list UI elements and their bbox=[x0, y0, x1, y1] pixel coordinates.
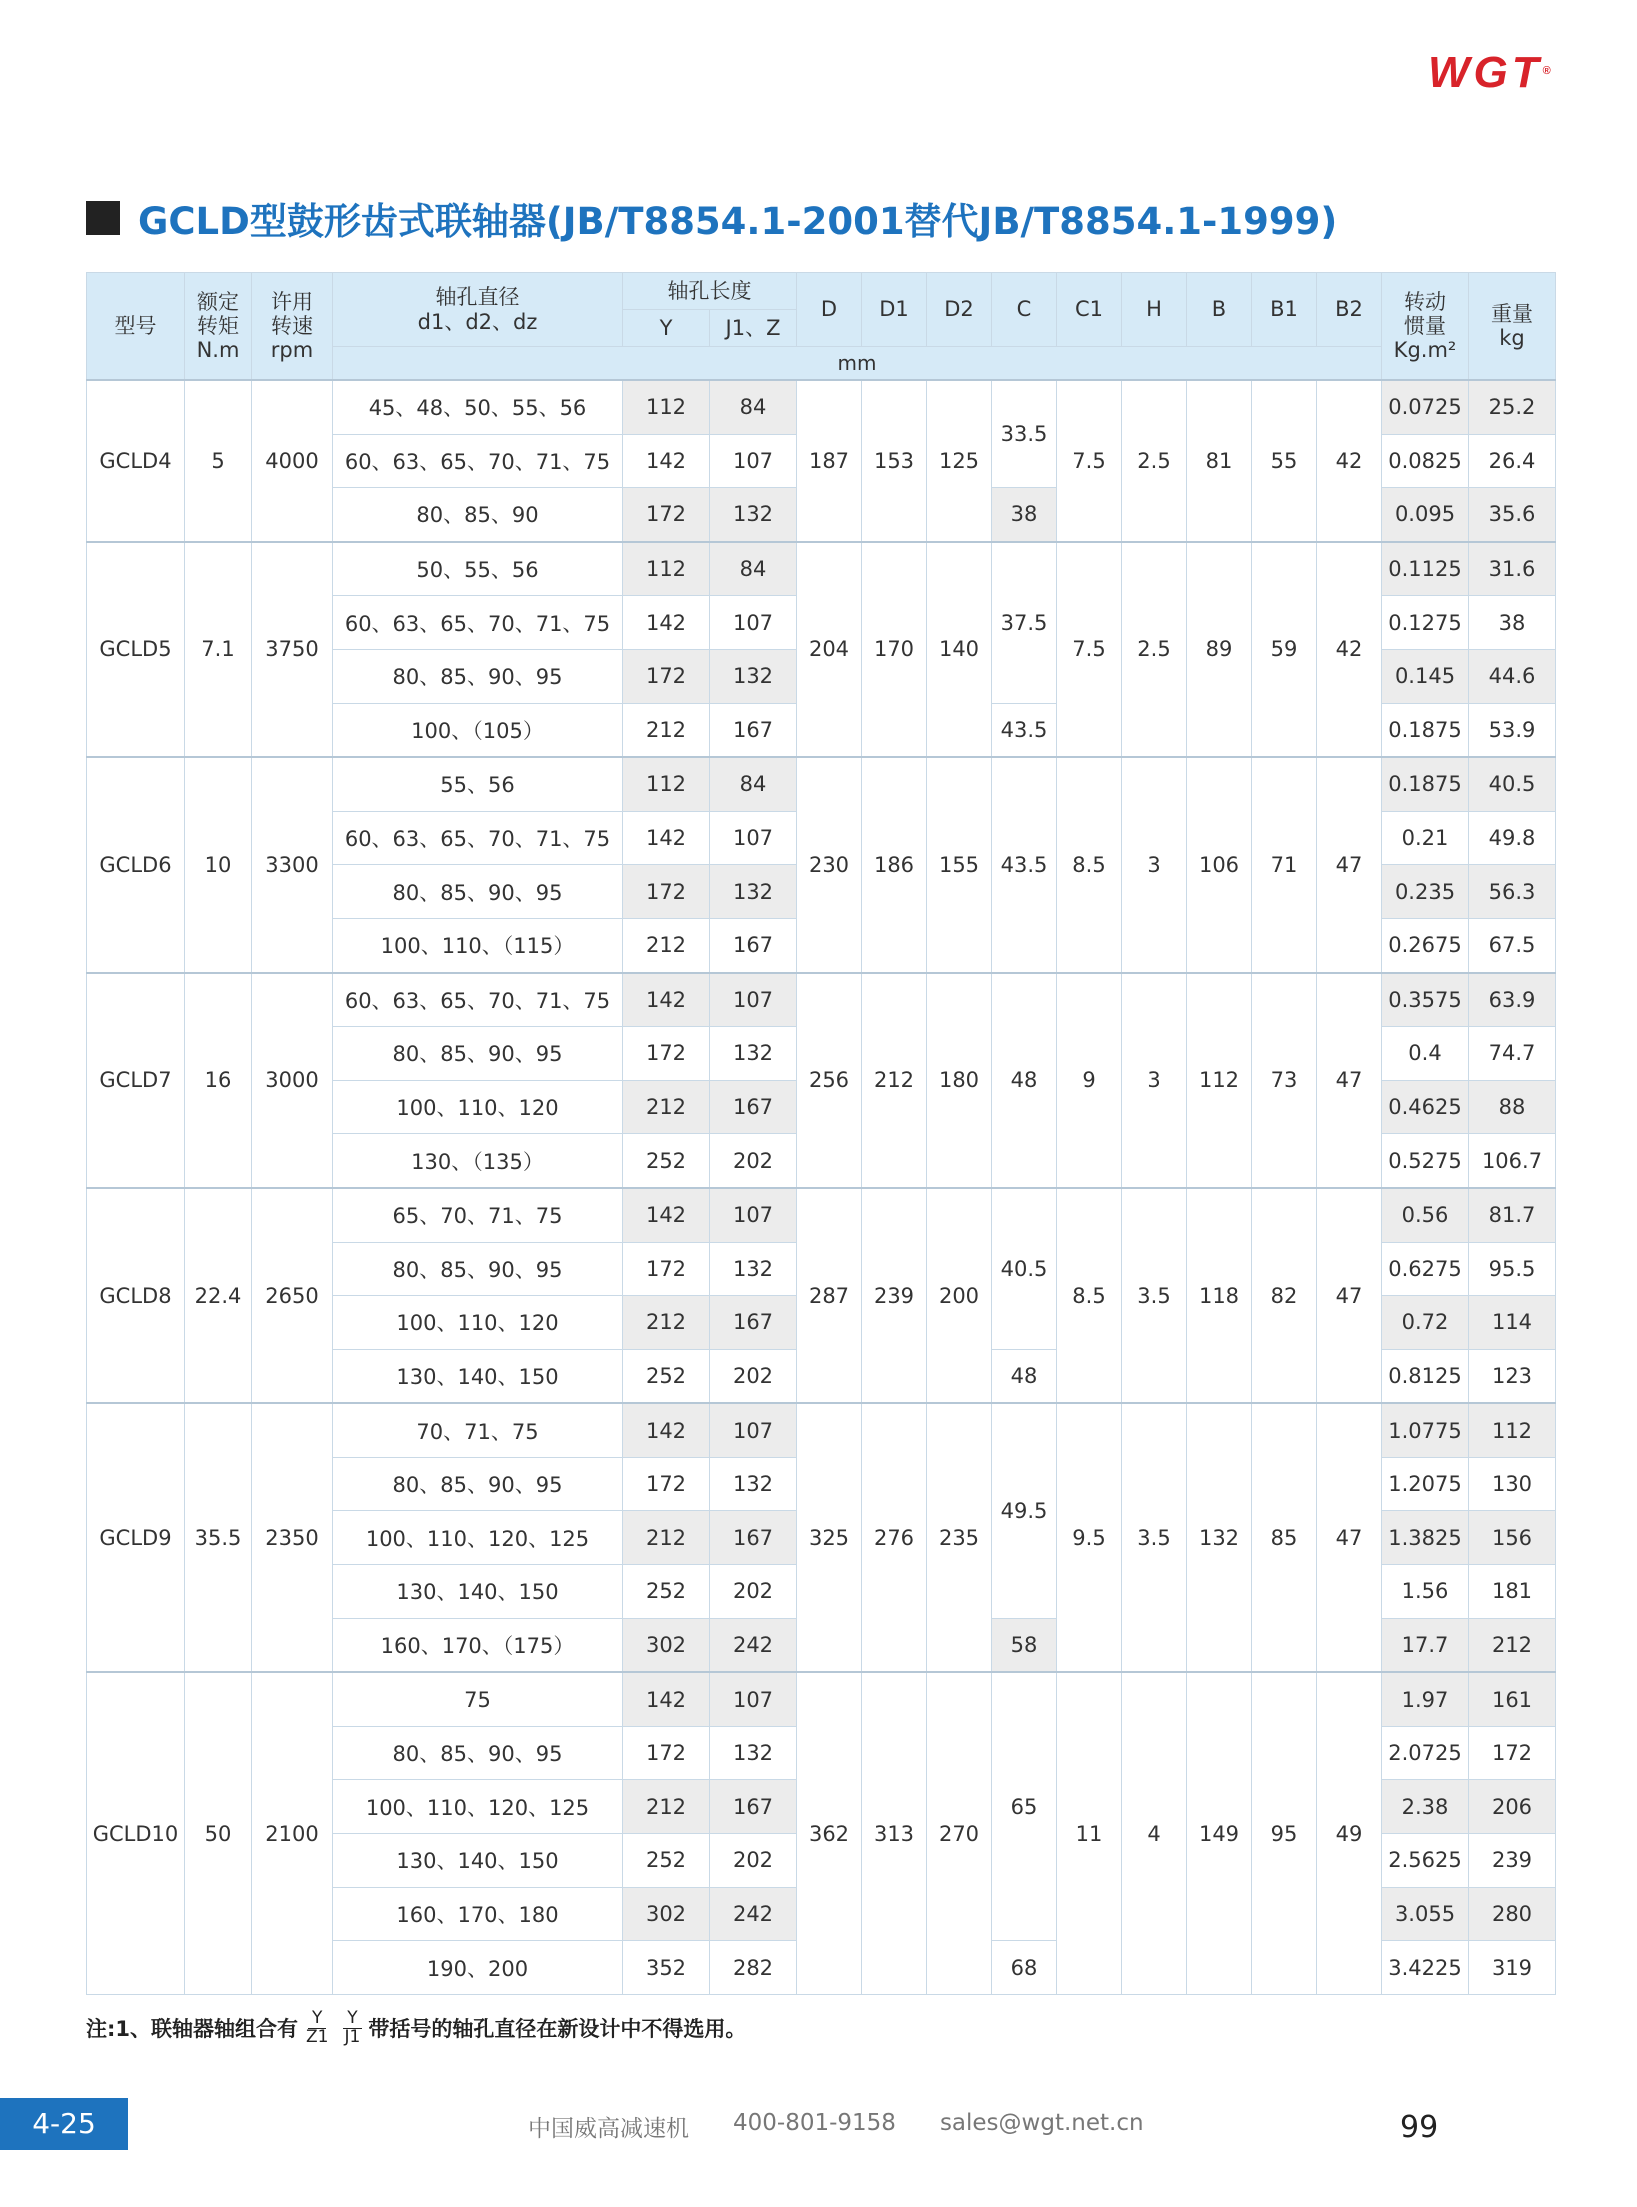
cell-c1: 8.5 bbox=[1057, 757, 1122, 972]
header-unit-mm: mm bbox=[333, 347, 1382, 381]
cell-bore: 80、85、90、95 bbox=[333, 1242, 623, 1296]
cell-inertia: 0.0825 bbox=[1382, 434, 1469, 488]
cell-c1: 7.5 bbox=[1057, 542, 1122, 757]
table-row bbox=[87, 1672, 1556, 1726]
cell-torque: 50 bbox=[185, 1672, 252, 1994]
header-bore-diameter: 轴孔直径 d1、d2、dz bbox=[333, 273, 623, 347]
cell-d: 187 bbox=[797, 380, 862, 542]
cell-j1z: 167 bbox=[710, 703, 797, 757]
cell-h: 3 bbox=[1122, 973, 1187, 1188]
cell-j1z: 107 bbox=[710, 811, 797, 865]
cell-d1: 212 bbox=[862, 973, 927, 1188]
spec-table-body bbox=[87, 380, 1556, 1994]
section-title bbox=[86, 196, 1338, 243]
cell-b1: 82 bbox=[1252, 1188, 1317, 1403]
cell-bore: 65、70、71、75 bbox=[333, 1188, 623, 1242]
cell-y: 142 bbox=[623, 1403, 710, 1457]
cell-j1z: 132 bbox=[710, 488, 797, 542]
cell-y: 112 bbox=[623, 757, 710, 811]
cell-inertia: 1.3825 bbox=[1382, 1511, 1469, 1565]
cell-weight: 53.9 bbox=[1469, 703, 1556, 757]
cell-y: 302 bbox=[623, 1618, 710, 1672]
cell-inertia: 0.72 bbox=[1382, 1296, 1469, 1350]
cell-speed: 2650 bbox=[252, 1188, 333, 1403]
cell-bore: 80、85、90、95 bbox=[333, 1457, 623, 1511]
cell-d2: 125 bbox=[927, 380, 992, 542]
table-row bbox=[87, 973, 1556, 1027]
cell-bore: 80、85、90、95 bbox=[333, 1726, 623, 1780]
cell-speed: 2100 bbox=[252, 1672, 333, 1994]
cell-model: GCLD5 bbox=[87, 542, 185, 757]
cell-c: 65 bbox=[992, 1672, 1057, 1940]
cell-bore: 60、63、65、70、71、75 bbox=[333, 434, 623, 488]
cell-c: 48 bbox=[992, 1349, 1057, 1403]
cell-inertia: 2.38 bbox=[1382, 1780, 1469, 1834]
footer-company: 中国威高减速机 bbox=[528, 2116, 689, 2142]
cell-bore: 130、140、150 bbox=[333, 1565, 623, 1619]
cell-weight: 123 bbox=[1469, 1349, 1556, 1403]
cell-model: GCLD9 bbox=[87, 1403, 185, 1672]
cell-inertia: 0.1275 bbox=[1382, 596, 1469, 650]
cell-y: 142 bbox=[623, 1188, 710, 1242]
cell-d2: 155 bbox=[927, 757, 992, 972]
cell-c: 38 bbox=[992, 488, 1057, 542]
cell-bore: 160、170、（175） bbox=[333, 1618, 623, 1672]
cell-weight: 172 bbox=[1469, 1726, 1556, 1780]
header-b2: B2 bbox=[1317, 273, 1382, 347]
cell-h: 3.5 bbox=[1122, 1403, 1187, 1672]
cell-h: 3 bbox=[1122, 757, 1187, 972]
cell-y: 212 bbox=[623, 703, 710, 757]
cell-weight: 40.5 bbox=[1469, 757, 1556, 811]
cell-d1: 276 bbox=[862, 1403, 927, 1672]
cell-inertia: 0.095 bbox=[1382, 488, 1469, 542]
header-speed: 许用 转速 rpm bbox=[252, 273, 333, 381]
cell-c: 49.5 bbox=[992, 1403, 1057, 1618]
cell-j1z: 84 bbox=[710, 380, 797, 434]
cell-speed: 3300 bbox=[252, 757, 333, 972]
cell-d: 256 bbox=[797, 973, 862, 1188]
cell-weight: 112 bbox=[1469, 1403, 1556, 1457]
cell-y: 212 bbox=[623, 1780, 710, 1834]
cell-d: 362 bbox=[797, 1672, 862, 1994]
cell-d: 204 bbox=[797, 542, 862, 757]
fraction-y-j1: $\frac{Y}{J1}$ bbox=[344, 2008, 361, 2047]
cell-y: 142 bbox=[623, 1672, 710, 1726]
header-c1: C1 bbox=[1057, 273, 1122, 347]
cell-j1z: 132 bbox=[710, 1457, 797, 1511]
cell-j1z: 107 bbox=[710, 1403, 797, 1457]
cell-c1: 9 bbox=[1057, 973, 1122, 1188]
cell-weight: 206 bbox=[1469, 1780, 1556, 1834]
cell-bore: 130、140、150 bbox=[333, 1349, 623, 1403]
cell-y: 172 bbox=[623, 649, 710, 703]
cell-j1z: 84 bbox=[710, 757, 797, 811]
cell-c: 43.5 bbox=[992, 757, 1057, 972]
header-b: B bbox=[1187, 273, 1252, 347]
cell-j1z: 84 bbox=[710, 542, 797, 596]
cell-j1z: 167 bbox=[710, 1511, 797, 1565]
cell-j1z: 167 bbox=[710, 1296, 797, 1350]
cell-j1z: 202 bbox=[710, 1349, 797, 1403]
cell-c: 48 bbox=[992, 973, 1057, 1188]
cell-bore: 60、63、65、70、71、75 bbox=[333, 973, 623, 1027]
cell-y: 252 bbox=[623, 1834, 710, 1888]
cell-inertia: 0.2675 bbox=[1382, 918, 1469, 972]
cell-y: 112 bbox=[623, 380, 710, 434]
cell-speed: 3750 bbox=[252, 542, 333, 757]
cell-bore: 50、55、56 bbox=[333, 542, 623, 596]
cell-inertia: 0.1875 bbox=[1382, 703, 1469, 757]
cell-b: 106 bbox=[1187, 757, 1252, 972]
cell-b: 149 bbox=[1187, 1672, 1252, 1994]
footer-phone: 400-801-9158 bbox=[733, 2110, 896, 2136]
cell-bore: 100、110、120 bbox=[333, 1296, 623, 1350]
cell-torque: 5 bbox=[185, 380, 252, 542]
cell-speed: 2350 bbox=[252, 1403, 333, 1672]
header-h: H bbox=[1122, 273, 1187, 347]
cell-bore: 45、48、50、55、56 bbox=[333, 380, 623, 434]
note-prefix: 注:1、联轴器轴组合有 bbox=[86, 2017, 299, 2042]
cell-j1z: 242 bbox=[710, 1618, 797, 1672]
cell-c1: 9.5 bbox=[1057, 1403, 1122, 1672]
cell-y: 142 bbox=[623, 811, 710, 865]
cell-j1z: 107 bbox=[710, 1672, 797, 1726]
cell-y: 212 bbox=[623, 1511, 710, 1565]
cell-weight: 74.7 bbox=[1469, 1027, 1556, 1081]
cell-y: 172 bbox=[623, 1457, 710, 1511]
cell-b1: 55 bbox=[1252, 380, 1317, 542]
cell-y: 112 bbox=[623, 542, 710, 596]
fraction-y-z1: $\frac{Y}{Z1}$ bbox=[306, 2008, 329, 2047]
cell-weight: 88 bbox=[1469, 1080, 1556, 1134]
header-d: D bbox=[797, 273, 862, 347]
cell-b2: 42 bbox=[1317, 380, 1382, 542]
cell-weight: 280 bbox=[1469, 1887, 1556, 1941]
cell-torque: 10 bbox=[185, 757, 252, 972]
cell-y: 172 bbox=[623, 865, 710, 919]
cell-bore: 100、（105） bbox=[333, 703, 623, 757]
cell-b2: 47 bbox=[1317, 973, 1382, 1188]
coupling-spec-table bbox=[86, 272, 1556, 1995]
cell-d1: 239 bbox=[862, 1188, 927, 1403]
cell-inertia: 0.21 bbox=[1382, 811, 1469, 865]
cell-y: 142 bbox=[623, 434, 710, 488]
footer-contact bbox=[528, 2110, 1144, 2143]
cell-bore: 160、170、180 bbox=[333, 1887, 623, 1941]
cell-b: 89 bbox=[1187, 542, 1252, 757]
cell-j1z: 132 bbox=[710, 1726, 797, 1780]
cell-speed: 4000 bbox=[252, 380, 333, 542]
cell-j1z: 132 bbox=[710, 649, 797, 703]
cell-bore: 100、110、120、125 bbox=[333, 1511, 623, 1565]
cell-c: 40.5 bbox=[992, 1188, 1057, 1349]
cell-bore: 100、110、120、125 bbox=[333, 1780, 623, 1834]
cell-d2: 200 bbox=[927, 1188, 992, 1403]
cell-j1z: 167 bbox=[710, 1780, 797, 1834]
cell-j1z: 107 bbox=[710, 973, 797, 1027]
cell-d2: 270 bbox=[927, 1672, 992, 1994]
cell-speed: 3000 bbox=[252, 973, 333, 1188]
cell-y: 352 bbox=[623, 1941, 710, 1995]
cell-b2: 47 bbox=[1317, 757, 1382, 972]
cell-inertia: 0.4 bbox=[1382, 1027, 1469, 1081]
cell-y: 172 bbox=[623, 1027, 710, 1081]
chapter-page-tab: 4-25 bbox=[0, 2098, 128, 2150]
cell-inertia: 3.4225 bbox=[1382, 1941, 1469, 1995]
table-row bbox=[87, 1188, 1556, 1242]
cell-j1z: 167 bbox=[710, 918, 797, 972]
cell-weight: 44.6 bbox=[1469, 649, 1556, 703]
cell-y: 302 bbox=[623, 1887, 710, 1941]
cell-b1: 95 bbox=[1252, 1672, 1317, 1994]
cell-b: 132 bbox=[1187, 1403, 1252, 1672]
cell-c: 43.5 bbox=[992, 703, 1057, 757]
cell-b: 118 bbox=[1187, 1188, 1252, 1403]
cell-h: 2.5 bbox=[1122, 380, 1187, 542]
cell-weight: 181 bbox=[1469, 1565, 1556, 1619]
cell-inertia: 2.5625 bbox=[1382, 1834, 1469, 1888]
header-inertia: 转动 惯量 Kg.m² bbox=[1382, 273, 1469, 381]
cell-weight: 26.4 bbox=[1469, 434, 1556, 488]
cell-c1: 11 bbox=[1057, 1672, 1122, 1994]
header-c: C bbox=[992, 273, 1057, 347]
cell-inertia: 0.1875 bbox=[1382, 757, 1469, 811]
cell-inertia: 1.0775 bbox=[1382, 1403, 1469, 1457]
cell-weight: 212 bbox=[1469, 1618, 1556, 1672]
cell-model: GCLD7 bbox=[87, 973, 185, 1188]
cell-d2: 235 bbox=[927, 1403, 992, 1672]
footer-email[interactable]: sales@wgt.net.cn bbox=[939, 2110, 1144, 2136]
cell-b2: 42 bbox=[1317, 542, 1382, 757]
cell-inertia: 0.56 bbox=[1382, 1188, 1469, 1242]
cell-d1: 170 bbox=[862, 542, 927, 757]
title-square-icon bbox=[86, 201, 120, 235]
cell-y: 212 bbox=[623, 918, 710, 972]
cell-b: 81 bbox=[1187, 380, 1252, 542]
cell-c: 33.5 bbox=[992, 380, 1057, 488]
cell-inertia: 1.2075 bbox=[1382, 1457, 1469, 1511]
cell-inertia: 2.0725 bbox=[1382, 1726, 1469, 1780]
cell-bore: 80、85、90、95 bbox=[333, 865, 623, 919]
cell-d: 287 bbox=[797, 1188, 862, 1403]
cell-y: 142 bbox=[623, 596, 710, 650]
cell-bore: 100、110、（115） bbox=[333, 918, 623, 972]
cell-y: 172 bbox=[623, 1726, 710, 1780]
cell-j1z: 202 bbox=[710, 1134, 797, 1188]
cell-weight: 35.6 bbox=[1469, 488, 1556, 542]
footnote bbox=[86, 2010, 746, 2047]
cell-d2: 140 bbox=[927, 542, 992, 757]
cell-torque: 7.1 bbox=[185, 542, 252, 757]
cell-weight: 319 bbox=[1469, 1941, 1556, 1995]
cell-model: GCLD4 bbox=[87, 380, 185, 542]
cell-torque: 22.4 bbox=[185, 1188, 252, 1403]
cell-b2: 47 bbox=[1317, 1403, 1382, 1672]
cell-inertia: 17.7 bbox=[1382, 1618, 1469, 1672]
cell-j1z: 132 bbox=[710, 1242, 797, 1296]
cell-d: 230 bbox=[797, 757, 862, 972]
cell-inertia: 0.8125 bbox=[1382, 1349, 1469, 1403]
cell-model: GCLD8 bbox=[87, 1188, 185, 1403]
cell-b: 112 bbox=[1187, 973, 1252, 1188]
cell-c: 37.5 bbox=[992, 542, 1057, 703]
table-row bbox=[87, 1403, 1556, 1457]
cell-bore: 130、140、150 bbox=[333, 1834, 623, 1888]
cell-bore: 80、85、90 bbox=[333, 488, 623, 542]
header-bore-length: 轴孔长度 bbox=[623, 273, 797, 310]
header-j1z: J1、Z bbox=[710, 310, 797, 347]
cell-d1: 313 bbox=[862, 1672, 927, 1994]
cell-j1z: 202 bbox=[710, 1565, 797, 1619]
cell-bore: 80、85、90、95 bbox=[333, 1027, 623, 1081]
cell-torque: 35.5 bbox=[185, 1403, 252, 1672]
header-y: Y bbox=[623, 310, 710, 347]
cell-weight: 49.8 bbox=[1469, 811, 1556, 865]
cell-bore: 60、63、65、70、71、75 bbox=[333, 596, 623, 650]
cell-y: 212 bbox=[623, 1296, 710, 1350]
brand-logo: WGT® bbox=[1428, 48, 1551, 97]
cell-j1z: 132 bbox=[710, 1027, 797, 1081]
page-title: GCLD型鼓形齿式联轴器(JB/T8854.1-2001替代JB/T8854.1-1999) bbox=[138, 200, 1338, 243]
cell-inertia: 0.0725 bbox=[1382, 380, 1469, 434]
cell-y: 172 bbox=[623, 1242, 710, 1296]
cell-d: 325 bbox=[797, 1403, 862, 1672]
cell-j1z: 167 bbox=[710, 1080, 797, 1134]
cell-bore: 130、（135） bbox=[333, 1134, 623, 1188]
cell-y: 212 bbox=[623, 1080, 710, 1134]
cell-weight: 81.7 bbox=[1469, 1188, 1556, 1242]
cell-y: 252 bbox=[623, 1134, 710, 1188]
page-number: 99 bbox=[1400, 2110, 1439, 2145]
cell-b1: 73 bbox=[1252, 973, 1317, 1188]
cell-inertia: 1.56 bbox=[1382, 1565, 1469, 1619]
cell-d1: 153 bbox=[862, 380, 927, 542]
cell-inertia: 0.1125 bbox=[1382, 542, 1469, 596]
cell-inertia: 0.145 bbox=[1382, 649, 1469, 703]
cell-h: 4 bbox=[1122, 1672, 1187, 1994]
note-suffix: 带括号的轴孔直径在新设计中不得选用。 bbox=[368, 2017, 747, 2042]
table-row bbox=[87, 380, 1556, 434]
cell-bore: 60、63、65、70、71、75 bbox=[333, 811, 623, 865]
cell-h: 3.5 bbox=[1122, 1188, 1187, 1403]
table-row bbox=[87, 542, 1556, 596]
cell-c: 68 bbox=[992, 1941, 1057, 1995]
cell-y: 172 bbox=[623, 488, 710, 542]
cell-weight: 130 bbox=[1469, 1457, 1556, 1511]
cell-inertia: 3.055 bbox=[1382, 1887, 1469, 1941]
cell-inertia: 0.6275 bbox=[1382, 1242, 1469, 1296]
cell-j1z: 107 bbox=[710, 1188, 797, 1242]
cell-weight: 63.9 bbox=[1469, 973, 1556, 1027]
cell-b2: 49 bbox=[1317, 1672, 1382, 1994]
cell-h: 2.5 bbox=[1122, 542, 1187, 757]
cell-bore: 55、56 bbox=[333, 757, 623, 811]
cell-weight: 239 bbox=[1469, 1834, 1556, 1888]
cell-weight: 161 bbox=[1469, 1672, 1556, 1726]
cell-b1: 59 bbox=[1252, 542, 1317, 757]
cell-b1: 71 bbox=[1252, 757, 1317, 972]
cell-j1z: 132 bbox=[710, 865, 797, 919]
cell-weight: 95.5 bbox=[1469, 1242, 1556, 1296]
cell-inertia: 1.97 bbox=[1382, 1672, 1469, 1726]
header-weight: 重量 kg bbox=[1469, 273, 1556, 381]
cell-inertia: 0.3575 bbox=[1382, 973, 1469, 1027]
cell-y: 252 bbox=[623, 1565, 710, 1619]
cell-model: GCLD10 bbox=[87, 1672, 185, 1994]
header-b1: B1 bbox=[1252, 273, 1317, 347]
cell-y: 142 bbox=[623, 973, 710, 1027]
cell-weight: 56.3 bbox=[1469, 865, 1556, 919]
cell-weight: 38 bbox=[1469, 596, 1556, 650]
header-model: 型号 bbox=[87, 273, 185, 381]
cell-y: 252 bbox=[623, 1349, 710, 1403]
cell-j1z: 282 bbox=[710, 1941, 797, 1995]
cell-bore: 75 bbox=[333, 1672, 623, 1726]
cell-inertia: 0.5275 bbox=[1382, 1134, 1469, 1188]
cell-bore: 100、110、120 bbox=[333, 1080, 623, 1134]
cell-d1: 186 bbox=[862, 757, 927, 972]
cell-c: 58 bbox=[992, 1618, 1057, 1672]
cell-b2: 47 bbox=[1317, 1188, 1382, 1403]
cell-j1z: 107 bbox=[710, 434, 797, 488]
cell-j1z: 107 bbox=[710, 596, 797, 650]
cell-j1z: 202 bbox=[710, 1834, 797, 1888]
cell-weight: 31.6 bbox=[1469, 542, 1556, 596]
cell-bore: 190、200 bbox=[333, 1941, 623, 1995]
cell-weight: 67.5 bbox=[1469, 918, 1556, 972]
cell-d2: 180 bbox=[927, 973, 992, 1188]
cell-c1: 8.5 bbox=[1057, 1188, 1122, 1403]
cell-b1: 85 bbox=[1252, 1403, 1317, 1672]
cell-torque: 16 bbox=[185, 973, 252, 1188]
cell-c1: 7.5 bbox=[1057, 380, 1122, 542]
cell-model: GCLD6 bbox=[87, 757, 185, 972]
header-d1: D1 bbox=[862, 273, 927, 347]
cell-weight: 106.7 bbox=[1469, 1134, 1556, 1188]
cell-bore: 70、71、75 bbox=[333, 1403, 623, 1457]
cell-bore: 80、85、90、95 bbox=[333, 649, 623, 703]
cell-weight: 25.2 bbox=[1469, 380, 1556, 434]
cell-weight: 156 bbox=[1469, 1511, 1556, 1565]
header-torque: 额定 转矩 N.m bbox=[185, 273, 252, 381]
cell-weight: 114 bbox=[1469, 1296, 1556, 1350]
cell-inertia: 0.4625 bbox=[1382, 1080, 1469, 1134]
cell-j1z: 242 bbox=[710, 1887, 797, 1941]
table-row bbox=[87, 757, 1556, 811]
cell-inertia: 0.235 bbox=[1382, 865, 1469, 919]
header-d2: D2 bbox=[927, 273, 992, 347]
